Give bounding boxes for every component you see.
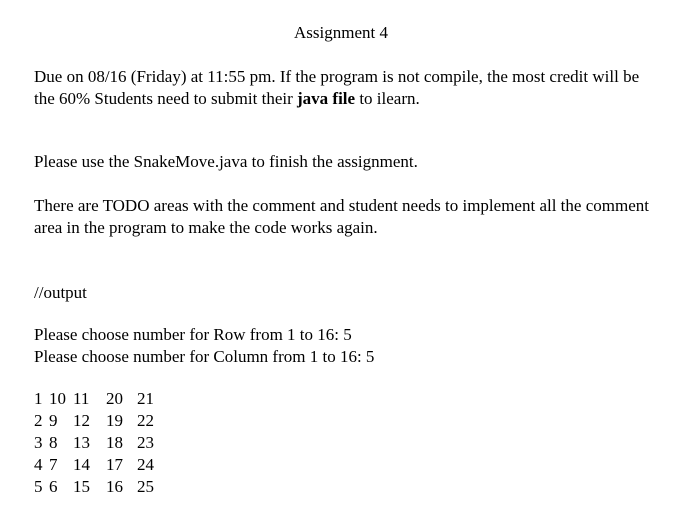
row-prompt: Please choose number for Row from 1 to 16: 5 <box>34 325 352 344</box>
grid-cell: 9 <box>49 411 58 430</box>
grid-cell: 4 <box>34 455 43 474</box>
instruction-paragraph: Please use the SnakeMove.java to finish the assignment. <box>34 152 418 171</box>
grid-cell: 7 <box>49 455 58 474</box>
grid-row <box>34 388 161 410</box>
grid-row <box>34 410 161 432</box>
grid-cell: 18 <box>106 433 123 452</box>
grid-cell: 2 <box>34 411 43 430</box>
output-heading: //output <box>34 283 87 302</box>
grid-cell: 22 <box>137 411 154 430</box>
grid-cell: 12 <box>73 411 90 430</box>
grid-row <box>34 432 161 454</box>
grid-cell: 21 <box>137 389 154 408</box>
grid-cell: 24 <box>137 455 154 474</box>
todo-paragraph: There are TODO areas with the comment and student needs to implement all the comment area in the program to make the code works again. <box>34 196 649 237</box>
grid-cell: 14 <box>73 455 90 474</box>
output-grid <box>34 388 161 498</box>
grid-cell: 19 <box>106 411 123 430</box>
grid-cell: 17 <box>106 455 123 474</box>
grid-cell: 15 <box>73 477 90 496</box>
grid-cell: 11 <box>73 389 90 408</box>
due-bold-text: java file <box>297 89 356 108</box>
due-text-before: Due on 08/16 (Friday) at 11:55 pm. If the program is not compile, the most credit will be the 60% Students need to submit their <box>34 67 640 108</box>
grid-cell: 1 <box>34 389 43 408</box>
grid-row <box>34 454 161 476</box>
grid-cell: 20 <box>106 389 123 408</box>
grid-cell: 3 <box>34 433 43 452</box>
due-date-paragraph <box>34 66 654 110</box>
grid-cell: 25 <box>137 477 154 496</box>
prompt-block <box>34 324 654 368</box>
grid-cell: 23 <box>137 433 154 452</box>
grid-cell: 6 <box>49 477 58 496</box>
grid-row <box>34 476 161 498</box>
grid-cell: 8 <box>49 433 58 452</box>
grid-cell: 13 <box>73 433 90 452</box>
column-prompt: Please choose number for Column from 1 to 16: 5 <box>34 347 375 366</box>
grid-cell: 10 <box>49 389 66 408</box>
grid-cell: 16 <box>106 477 123 496</box>
document-title: Assignment 4 <box>294 23 388 42</box>
due-text-after: to ilearn. <box>355 89 420 108</box>
grid-cell: 5 <box>34 477 43 496</box>
